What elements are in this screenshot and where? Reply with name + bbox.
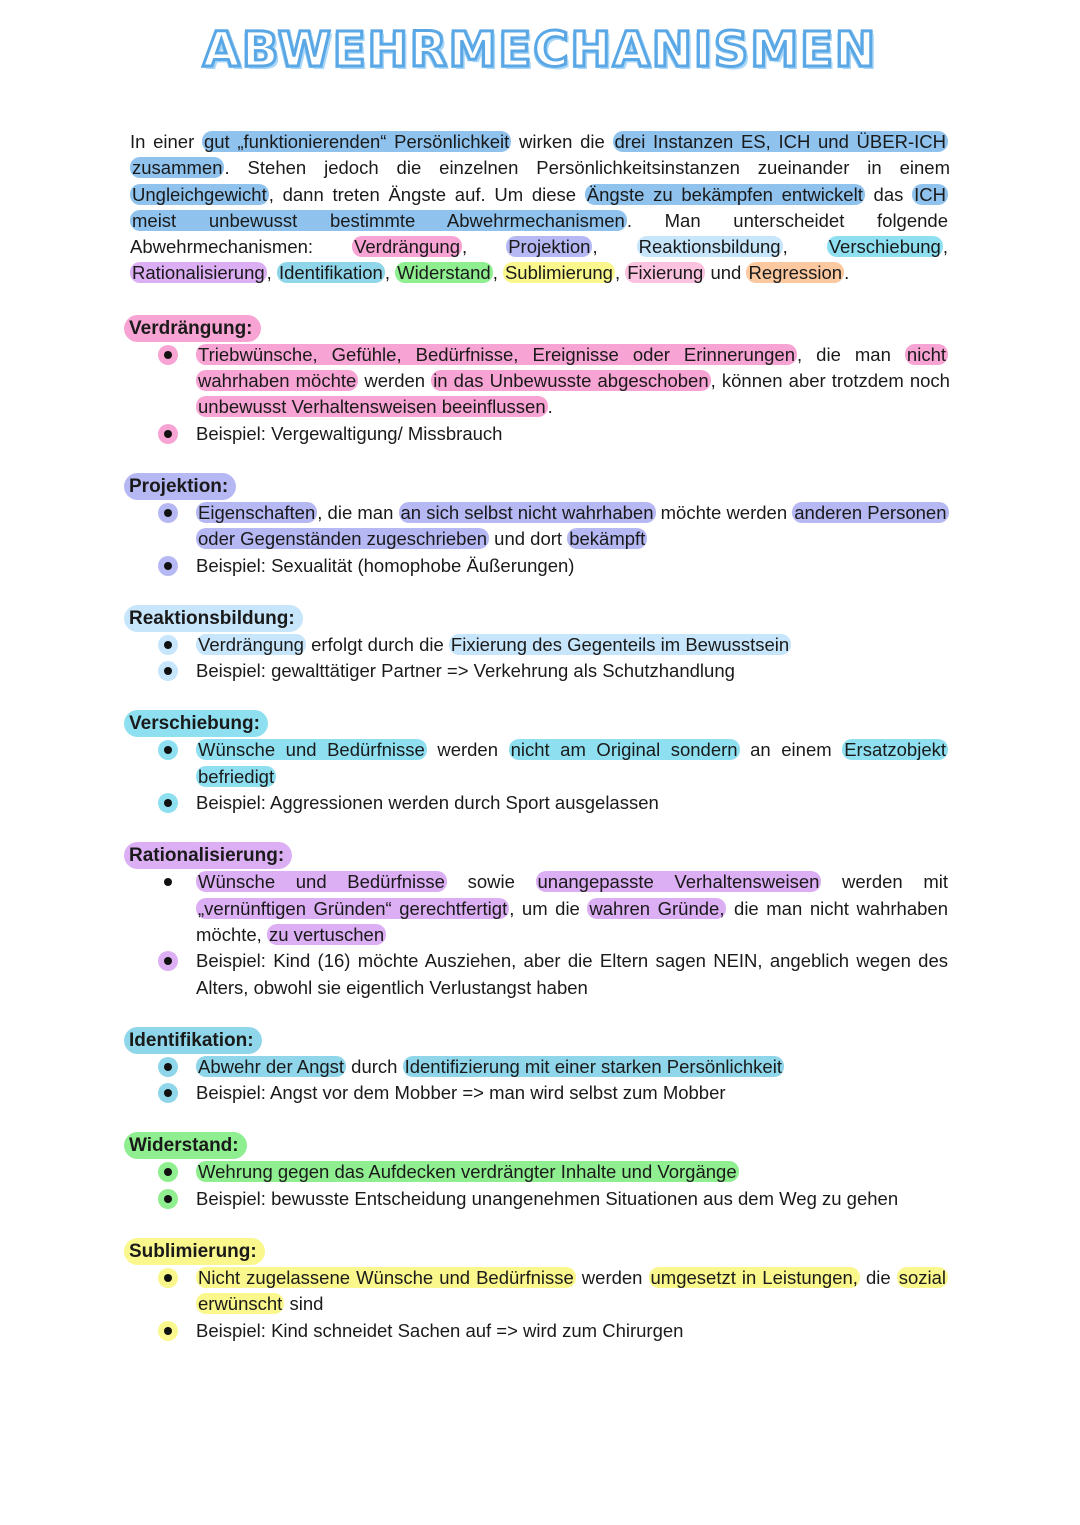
highlight: umgesetzt in Leistungen, xyxy=(650,1267,858,1289)
separator: , xyxy=(266,262,277,284)
highlight: Wehrung gegen das Aufdecken verdrängter Inhalte und Vorgänge xyxy=(198,1161,737,1183)
list-item xyxy=(130,1186,948,1212)
separator: , xyxy=(462,236,507,258)
example-text: Beispiel: bewusste Entscheidung unangenehmen Situationen aus dem Weg zu gehen xyxy=(196,1187,899,1209)
bullet-icon xyxy=(158,424,178,444)
intro-text: In einer xyxy=(130,131,202,152)
list-item xyxy=(130,500,948,553)
highlight: gut „funktionierenden“ Persönlichkeit xyxy=(203,131,510,152)
bullet-icon xyxy=(158,661,178,681)
mechanism-reaktionsbildung: Reaktionsbildung xyxy=(638,236,781,258)
mechanism-rationalisierung: Rationalisierung xyxy=(132,262,265,284)
bullet-icon xyxy=(158,1321,178,1341)
bullet-icon xyxy=(158,503,178,523)
highlight: Abwehr der Angst xyxy=(198,1055,345,1077)
mechanism-fixierung: Fixierung xyxy=(627,262,704,284)
example-text: Beispiel: Sexualität (homophobe Äußerungen) xyxy=(196,554,575,576)
mechanism-sublimierung: Sublimierung xyxy=(504,262,613,284)
section-heading: Verschiebung: xyxy=(124,710,268,737)
example-text: Beispiel: Aggressionen werden durch Sport ausgelassen xyxy=(196,792,659,814)
mechanism-widerstand: Widerstand xyxy=(397,262,491,284)
separator: , xyxy=(384,262,396,284)
example-text: Beispiel: gewalttätiger Partner => Verkehrung als Schutzhandlung xyxy=(196,660,735,682)
section-projektion xyxy=(130,473,948,579)
section-verschiebung xyxy=(130,710,948,816)
section-rationalisierung xyxy=(130,842,948,1000)
highlight: bekämpft xyxy=(569,528,646,550)
bullet-list xyxy=(130,737,948,816)
text: , können aber trotzdem noch xyxy=(710,370,950,392)
section-heading: Identifikation: xyxy=(124,1027,262,1054)
text: . xyxy=(547,396,553,418)
highlight: Ungleichgewicht xyxy=(132,183,267,205)
section-identifikation xyxy=(130,1027,948,1107)
bullet-icon xyxy=(158,1189,178,1209)
highlight: Wünsche und Bedürfnisse xyxy=(198,871,445,893)
highlight: Wünsche und Bedürfnisse xyxy=(198,739,425,761)
bullet-icon xyxy=(158,345,178,365)
section-heading: Verdrängung: xyxy=(124,315,261,342)
bullet-list xyxy=(130,500,948,579)
text: möchte werden xyxy=(655,501,793,523)
separator: , xyxy=(592,236,637,258)
highlight: Triebwünsche, Gefühle, Bedürfnisse, Ereignisse oder Erinnerungen xyxy=(198,343,796,365)
text: werden xyxy=(575,1267,649,1289)
page-title: ABWEHRMECHANISMEN xyxy=(202,22,878,78)
section-widerstand xyxy=(130,1132,948,1212)
intro-text: , dann treten Ängste auf. Um diese xyxy=(268,183,585,205)
section-heading: Sublimierung: xyxy=(124,1238,265,1265)
highlight: Nicht zugelassene Wünsche und Bedürfnisse xyxy=(198,1267,574,1289)
highlight: sozial erwünscht xyxy=(198,1267,946,1315)
bullet-icon xyxy=(158,740,178,760)
text: die xyxy=(859,1267,897,1289)
highlight: Eigenschaften xyxy=(198,501,316,523)
highlight: unangepasste Verhaltensweisen xyxy=(537,871,820,893)
highlight: Ängste zu bekämpfen entwickelt xyxy=(586,183,863,205)
bullet-icon xyxy=(158,1083,178,1103)
highlight: ICH meist unbewusst bestimmte Abwehrmechanismen xyxy=(132,183,946,231)
section-sublimierung xyxy=(130,1238,948,1344)
separator: , xyxy=(492,262,503,284)
bullet-icon xyxy=(158,1057,178,1077)
section-verdraengung xyxy=(130,315,948,447)
text: die man nicht wahrhaben möchte, xyxy=(196,897,948,945)
section-reaktionsbildung xyxy=(130,605,948,685)
highlight: drei Instanzen ES, ICH und ÜBER-ICH zusammen xyxy=(132,131,946,179)
highlight: Fixierung des Gegenteils im Bewusstsein xyxy=(450,633,790,655)
bullet-list xyxy=(130,342,948,447)
list-item xyxy=(130,1159,948,1185)
intro-paragraph xyxy=(130,129,948,287)
example-text: Beispiel: Kind (16) möchte Ausziehen, aber die Eltern sagen NEIN, angeblich wegen des Alters, obwohl sie eigentlich Verlustangst haben xyxy=(196,950,948,998)
bullet-icon xyxy=(158,556,178,576)
list-item xyxy=(130,948,948,1001)
text: , die man xyxy=(797,343,905,365)
highlight: unbewusst Verhaltensweisen beeinflussen xyxy=(198,396,546,418)
list-item xyxy=(130,632,948,658)
section-heading: Rationalisierung: xyxy=(124,842,292,869)
text: , um die xyxy=(509,897,588,919)
bullet-icon xyxy=(158,793,178,813)
text: erfolgt durch die xyxy=(305,633,449,655)
list-item xyxy=(130,1054,948,1080)
separator: , xyxy=(942,236,948,258)
highlight: Ersatzobjekt befriedigt xyxy=(198,739,946,787)
separator: und xyxy=(705,262,747,284)
example-text: Beispiel: Vergewaltigung/ Missbrauch xyxy=(196,422,503,444)
bullet-list xyxy=(130,1054,948,1107)
list-item xyxy=(130,342,948,421)
list-item xyxy=(130,658,948,684)
document-body xyxy=(130,129,948,1344)
example-text: Beispiel: Kind schneidet Sachen auf => wird zum Chirurgen xyxy=(196,1319,684,1341)
separator: , xyxy=(614,262,626,284)
text: sind xyxy=(284,1293,324,1315)
bullet-icon xyxy=(158,1268,178,1288)
list-item xyxy=(130,790,948,816)
intro-text: wirken die xyxy=(511,131,613,152)
highlight: wahren Gründe, xyxy=(589,897,725,919)
list-item xyxy=(130,737,948,790)
highlight: Verdrängung xyxy=(198,633,304,655)
bullet-list xyxy=(130,869,948,1000)
bullet-icon xyxy=(158,1162,178,1182)
text: und dort xyxy=(489,528,568,550)
title-container xyxy=(0,22,1080,78)
text: werden xyxy=(426,739,509,761)
text: , die man xyxy=(317,501,399,523)
text: durch xyxy=(346,1055,403,1077)
highlight: an sich selbst nicht wahrhaben xyxy=(400,501,654,523)
list-item xyxy=(130,553,948,579)
highlight: anderen Personen oder Gegenständen zugeschrieben xyxy=(198,501,947,550)
intro-text: . Stehen jedoch die einzelnen Persönlichkeitsinstanzen zueinander in einem xyxy=(224,157,950,179)
highlight: zu vertuschen xyxy=(268,923,385,945)
highlight: „vernünftigen Gründen“ gerechtfertigt xyxy=(198,897,508,919)
text: werden xyxy=(358,370,432,392)
intro-text: das xyxy=(864,183,913,205)
list-item xyxy=(130,869,948,948)
separator: , xyxy=(782,236,827,258)
list-item xyxy=(130,1318,948,1344)
highlight: nicht am Original sondern xyxy=(510,739,738,761)
highlight: nicht wahrhaben möchte xyxy=(198,343,946,392)
mechanism-identifikation: Identifikation xyxy=(278,262,383,284)
list-item xyxy=(130,1080,948,1106)
bullet-list xyxy=(130,1159,948,1212)
bullet-icon xyxy=(158,872,178,892)
separator: . xyxy=(844,262,850,284)
section-heading: Widerstand: xyxy=(124,1132,247,1159)
mechanism-verdraengung: Verdrängung xyxy=(354,236,461,258)
bullet-icon xyxy=(158,951,178,971)
mechanism-projektion: Projektion xyxy=(508,236,591,258)
text: sowie xyxy=(446,871,536,893)
example-text: Beispiel: Angst vor dem Mobber => man wird selbst zum Mobber xyxy=(196,1082,726,1104)
bullet-list xyxy=(130,1265,948,1344)
text: an einem xyxy=(739,739,843,761)
section-heading: Reaktionsbildung: xyxy=(124,605,303,632)
highlight: in das Unbewusste abgeschoben xyxy=(433,370,709,392)
mechanism-verschiebung: Verschiebung xyxy=(828,236,941,258)
list-item xyxy=(130,1265,948,1318)
list-item xyxy=(130,421,948,447)
highlight: Identifizierung mit einer starken Persönlichkeit xyxy=(404,1055,782,1077)
text: werden mit xyxy=(821,871,949,893)
section-heading: Projektion: xyxy=(124,473,236,500)
bullet-icon xyxy=(158,635,178,655)
intro-text: . Man unterscheidet folgende Abwehrmechanismen: xyxy=(130,209,948,258)
mechanism-regression: Regression xyxy=(748,262,843,284)
bullet-list xyxy=(130,632,948,685)
